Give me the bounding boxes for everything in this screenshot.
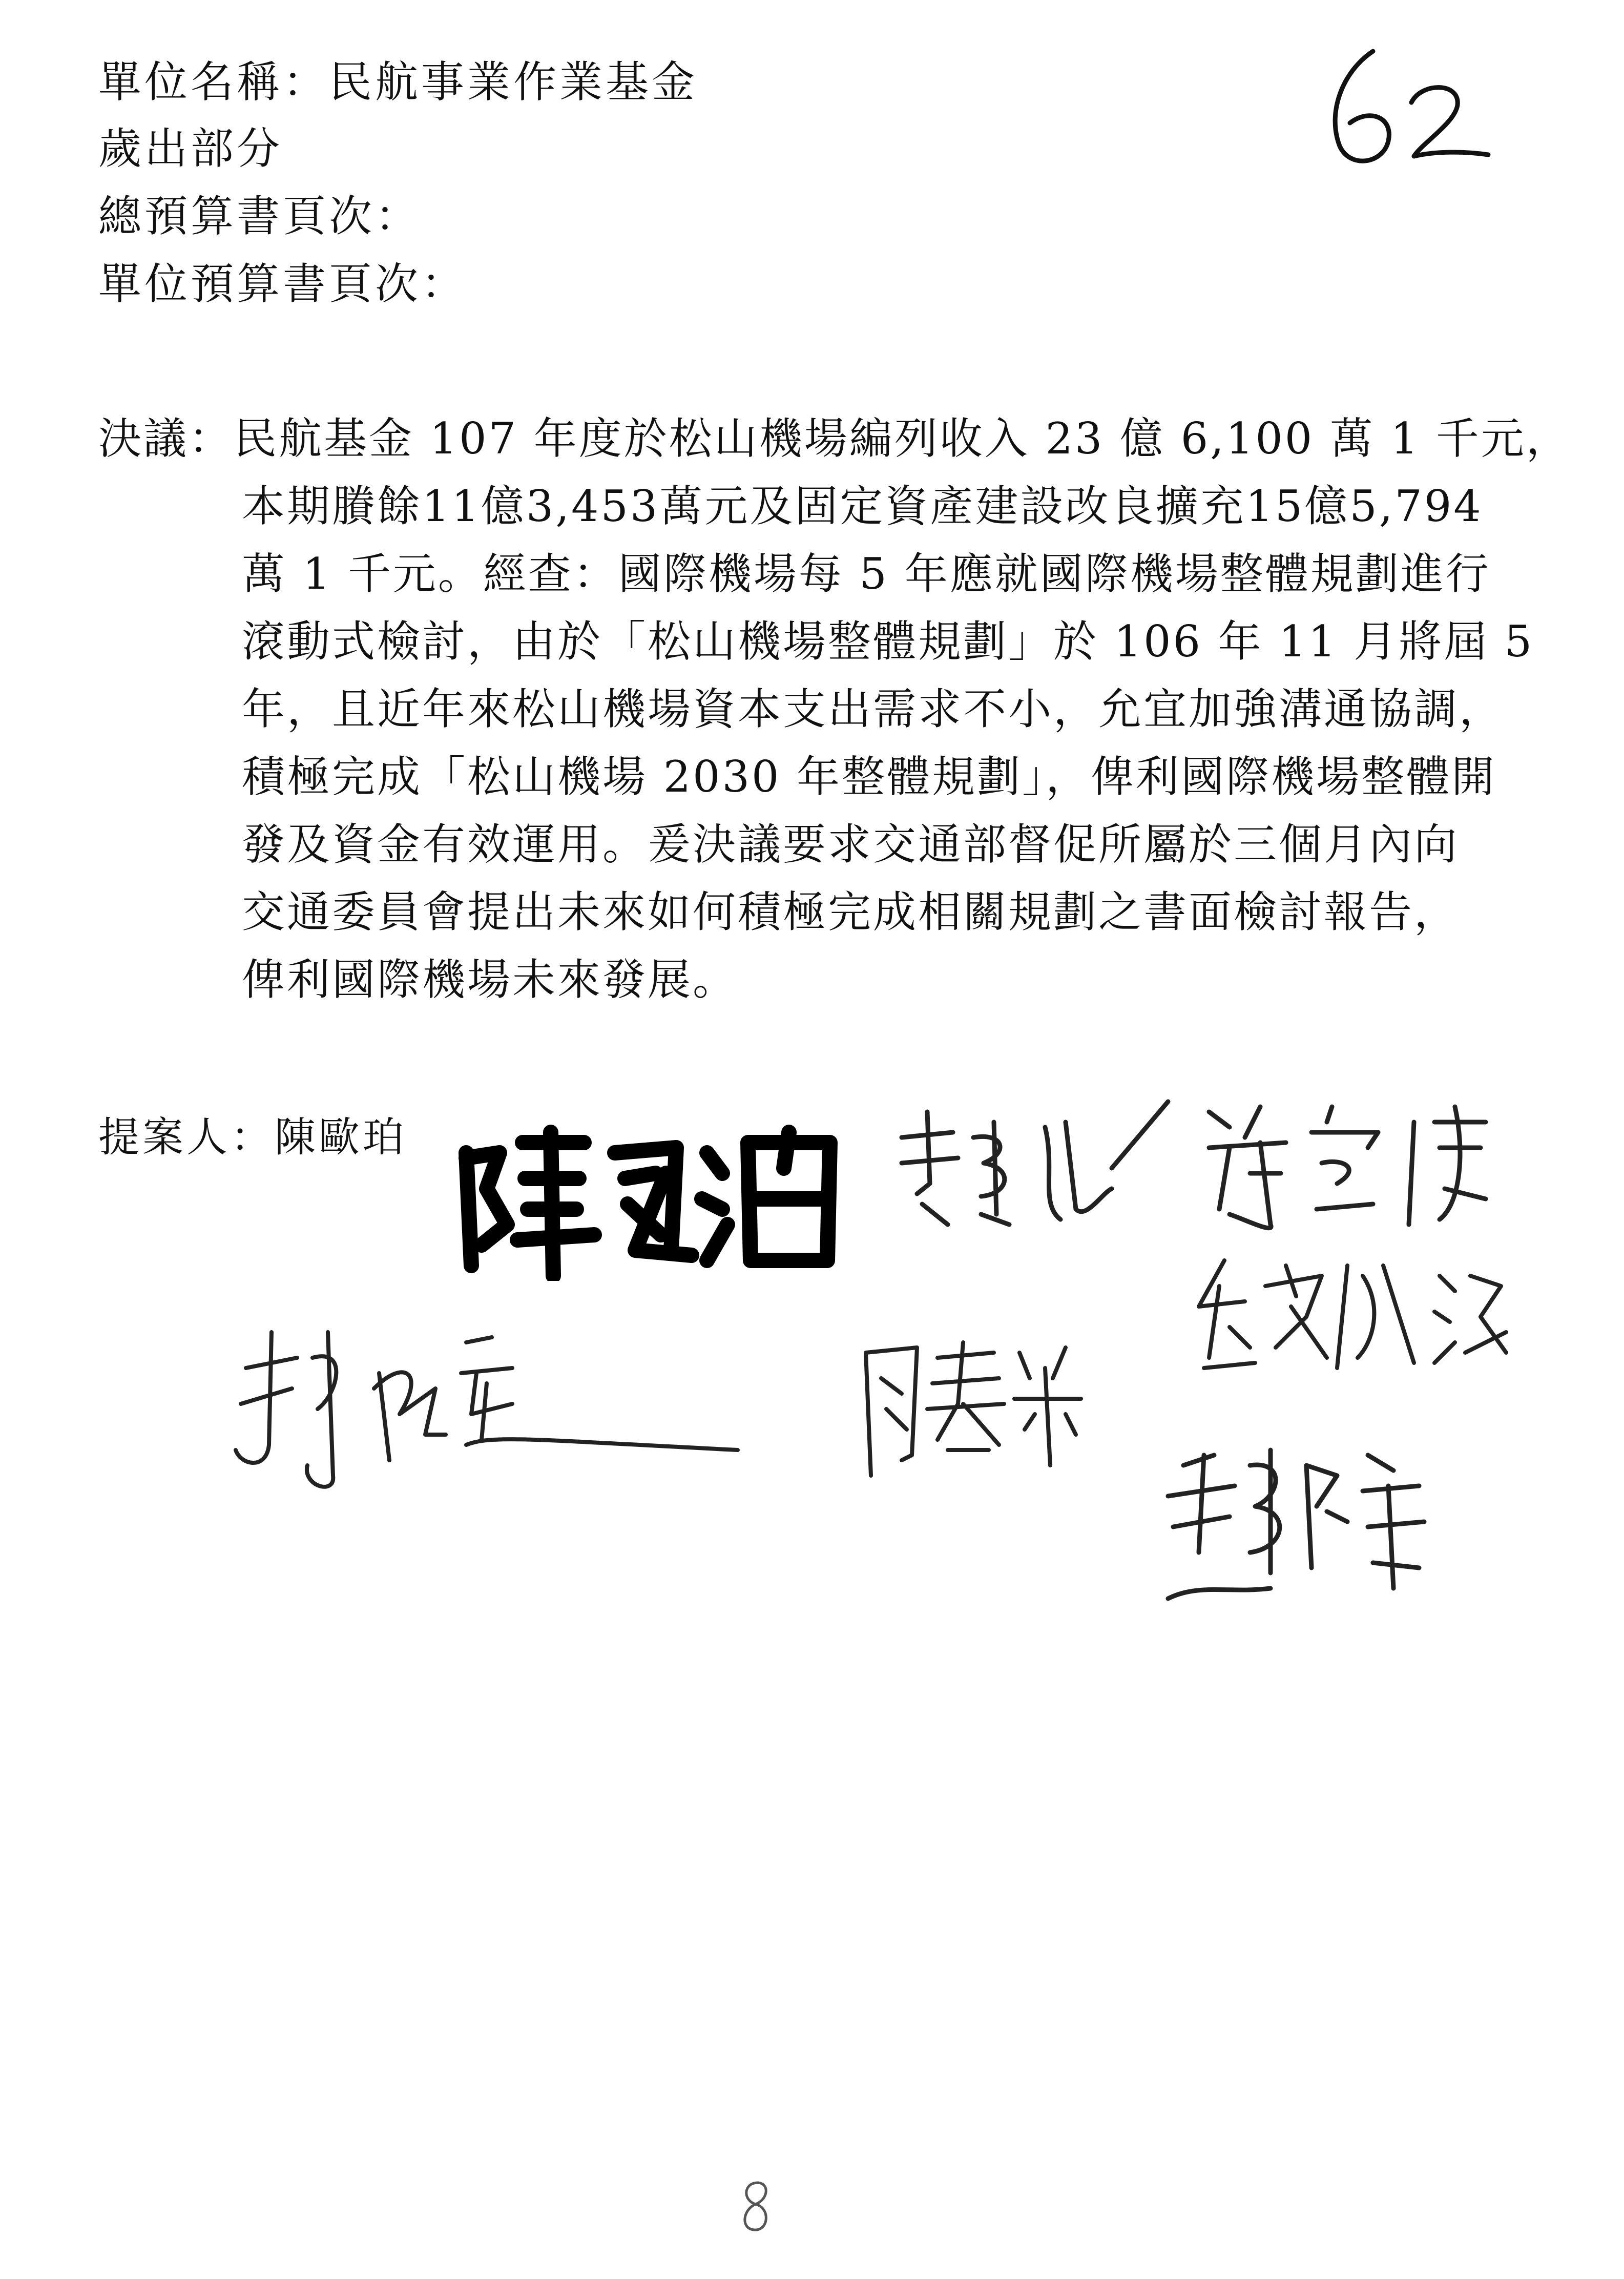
unit-budget-page-line: 單位預算書頁次： xyxy=(98,259,468,309)
signature-li-kun-tse xyxy=(891,1091,1178,1245)
section-line: 歲出部分 xyxy=(98,123,283,174)
signature-chen-ou-po xyxy=(451,1112,871,1281)
proposer-line xyxy=(98,1112,407,1163)
resolution-line: 發及資金有效運用。爰決議要求交通部督促所屬於三個月內向 xyxy=(242,819,1460,869)
unit-name-value: 民航事業作業基金 xyxy=(329,57,698,107)
resolution-first-line xyxy=(98,405,1571,472)
resolution-line: 俾利國際機場未來發展。 xyxy=(242,955,738,1005)
footer-page-number xyxy=(733,2172,779,2239)
resolution-block xyxy=(98,405,1571,1013)
total-budget-page-line: 總預算書頁次： xyxy=(98,191,422,241)
resolution-line: 民航基金 107 年度於松山機場編列收入 23 億 6,100 萬 1 千元， xyxy=(234,413,1571,464)
unit-name-label: 單位名稱： xyxy=(98,57,329,107)
resolution-line: 積極完成「松山機場 2030 年整體規劃」，俾利國際機場整體開 xyxy=(242,752,1497,802)
signature-chou-chun-mi xyxy=(850,1322,1086,1486)
resolution-line: 交通委員會提出未來如何積極完成相關規劃之書面檢討報告， xyxy=(242,887,1460,937)
proposer-name: 陳歐珀 xyxy=(275,1113,407,1161)
unit-name-line xyxy=(98,56,698,108)
resolution-line: 本期賸餘11億3,453萬元及固定資產建設改良擴充15億5,794 xyxy=(242,481,1483,531)
resolution-label: 決議： xyxy=(98,413,234,464)
signature-chao-tien-lin xyxy=(1153,1435,1440,1619)
signature-cheng-pao-ching xyxy=(1199,1091,1506,1245)
handwritten-page-number xyxy=(1311,41,1496,174)
proposer-label: 提案人： xyxy=(98,1113,275,1161)
resolution-line: 萬 1 千元。經查：國際機場每 5 年應就國際機場整體規劃進行 xyxy=(242,549,1491,599)
resolution-line: 滾動式檢討，由於「松山機場整體規劃」於 106 年 11 月將屆 5 xyxy=(242,616,1534,667)
signature-su-chun-pin xyxy=(1189,1245,1516,1378)
resolution-line: 年，且近年來松山機場資本支出需求不小，允宜加強溝通協調， xyxy=(242,684,1505,734)
signature-lin-chun-hsien xyxy=(225,1312,768,1506)
